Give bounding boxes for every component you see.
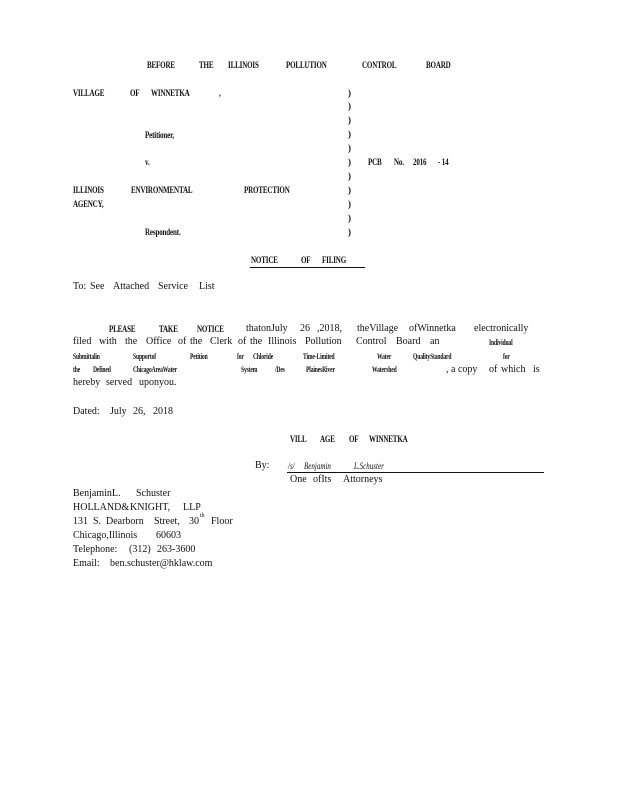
respondent-role: Respondent. bbox=[145, 227, 181, 237]
paragraph-word: for bbox=[237, 352, 244, 361]
case-word: 2016 bbox=[413, 157, 427, 167]
to-word: Attached bbox=[113, 281, 150, 292]
signed-word: Benjamin bbox=[304, 461, 331, 471]
party-word: AGE bbox=[320, 434, 335, 444]
paragraph-word: the bbox=[73, 365, 81, 374]
notice-word: OF bbox=[301, 255, 311, 265]
to-word: To: bbox=[73, 281, 87, 292]
title-word: POLLUTION bbox=[286, 60, 327, 70]
title-word: CONTROL bbox=[362, 60, 397, 70]
paragraph-word: uponyou. bbox=[139, 377, 177, 388]
paragraph-word: Supportof bbox=[133, 352, 157, 361]
paragraph-word: Pollution bbox=[305, 336, 342, 347]
by-label: By: bbox=[255, 460, 270, 471]
paragraph-word: of bbox=[238, 336, 247, 347]
paragraph-word: Office bbox=[146, 336, 172, 347]
paragraph-word: the bbox=[190, 336, 203, 347]
party-word: WINNETKA bbox=[369, 434, 408, 444]
paragraph-word: served bbox=[106, 377, 133, 388]
paragraph-word: Water bbox=[377, 352, 392, 361]
paragraph-word: Watershed bbox=[372, 365, 397, 374]
role-word: Attorneys bbox=[343, 474, 383, 485]
email-link[interactable]: ben.schuster@hklaw.com bbox=[110, 558, 213, 569]
to-word: List bbox=[199, 281, 215, 292]
contact-word: 131 bbox=[73, 516, 88, 527]
contact-word: th bbox=[200, 513, 205, 519]
contact-word: Email: bbox=[73, 558, 100, 569]
respondent-word: ENVIRONMENTAL bbox=[131, 185, 193, 195]
paragraph-word: , a copy bbox=[446, 364, 478, 375]
notice-underline bbox=[250, 267, 365, 268]
paren: ) bbox=[348, 101, 351, 111]
versus: v. bbox=[145, 157, 150, 167]
paren: ) bbox=[348, 143, 351, 153]
petitioner-role: Petitioner, bbox=[145, 130, 175, 140]
paragraph-word: of bbox=[178, 336, 187, 347]
dated-word: July bbox=[110, 406, 127, 417]
paragraph-word: Petition bbox=[190, 352, 208, 361]
contact-word: LLP bbox=[183, 502, 201, 513]
paragraph-word: filed bbox=[73, 336, 92, 347]
paragraph-word: Time-Limited bbox=[303, 352, 335, 361]
paren: ) bbox=[348, 185, 351, 195]
petitioner-word: VILLAGE bbox=[73, 88, 105, 98]
contact-word: (312) bbox=[129, 544, 151, 555]
paragraph-word: the bbox=[250, 336, 263, 347]
paragraph-word: Individual bbox=[489, 338, 513, 347]
paragraph-word: is bbox=[533, 364, 540, 375]
role-word: One bbox=[290, 474, 307, 485]
respondent-word: PROTECTION bbox=[244, 185, 290, 195]
to-word: See bbox=[90, 281, 105, 292]
notice-word: NOTICE bbox=[251, 255, 278, 265]
dated-word: 2018 bbox=[153, 406, 173, 417]
notice-word: FILING bbox=[322, 255, 347, 265]
case-word: - 14 bbox=[438, 157, 449, 167]
paragraph-word: Defined bbox=[93, 365, 111, 374]
role-word: ofIts bbox=[313, 474, 332, 485]
paragraph-word: which bbox=[501, 364, 526, 375]
paragraph-word: System bbox=[241, 365, 258, 374]
paren: ) bbox=[348, 129, 351, 139]
contact-word: KNIGHT, bbox=[130, 502, 171, 513]
paren: ) bbox=[348, 227, 351, 237]
contact-word: 263-3600 bbox=[157, 544, 196, 555]
paragraph-word: Control bbox=[356, 336, 387, 347]
contact-word: Telephone: bbox=[73, 544, 118, 555]
contact-word: Street, bbox=[154, 516, 180, 527]
paragraph-word: QualityStandard bbox=[413, 352, 452, 361]
petitioner-word: OF bbox=[130, 88, 140, 98]
contact-word: 60603 bbox=[156, 530, 181, 541]
paragraph-word: TAKE bbox=[159, 324, 178, 334]
paren: ) bbox=[348, 115, 351, 125]
petitioner-word: WINNETKA bbox=[151, 88, 190, 98]
contact-word: Dearborn bbox=[106, 516, 144, 527]
contact-word: Chicago,Illinois bbox=[73, 530, 138, 541]
title-word: ILLINOIS bbox=[228, 60, 259, 70]
paragraph-word: Illinois bbox=[268, 336, 297, 347]
contact-word: HOLLAND& bbox=[73, 502, 130, 513]
paragraph-word: Board bbox=[396, 336, 421, 347]
paragraph-word: 26 bbox=[300, 323, 310, 334]
paragraph-word: Clerk bbox=[210, 336, 233, 347]
respondent-word: AGENCY, bbox=[73, 199, 104, 209]
paragraph-word: NOTICE bbox=[197, 324, 224, 334]
paragraph-word: PLEASE bbox=[109, 324, 136, 334]
paragraph-word: Chloride bbox=[253, 352, 274, 361]
paragraph-word: theVillage bbox=[357, 323, 399, 334]
paragraph-word: ofWinnetka bbox=[409, 323, 456, 334]
title-word: BEFORE bbox=[147, 60, 175, 70]
paragraph-word: the bbox=[125, 336, 138, 347]
case-word: PCB bbox=[368, 157, 382, 167]
title-word: BOARD bbox=[426, 60, 451, 70]
paragraph-word: for bbox=[503, 352, 510, 361]
to-word: Service bbox=[158, 281, 188, 292]
contact-word: S. bbox=[93, 516, 102, 527]
title-word: THE bbox=[199, 60, 214, 70]
paren: ) bbox=[348, 157, 351, 167]
paren: ) bbox=[348, 88, 351, 98]
signed-word: L.Schuster bbox=[354, 461, 384, 471]
paragraph-word: thatonJuly bbox=[246, 323, 288, 334]
petitioner-word: , bbox=[219, 88, 221, 98]
paren: ) bbox=[348, 171, 351, 181]
party-word: OF bbox=[349, 434, 359, 444]
contact-word: Floor bbox=[211, 516, 233, 527]
paragraph-word: hereby bbox=[73, 377, 101, 388]
signature-rule bbox=[287, 472, 544, 473]
paren: ) bbox=[348, 199, 351, 209]
case-word: No. bbox=[394, 157, 404, 167]
contact-word: BenjaminL. bbox=[73, 488, 121, 499]
dated-word: Dated: bbox=[73, 406, 100, 417]
respondent-word: ILLINOIS bbox=[73, 185, 104, 195]
paragraph-word: ,2018, bbox=[317, 323, 342, 334]
contact-word: 30 bbox=[189, 516, 199, 527]
paragraph-word: with bbox=[99, 336, 117, 347]
paragraph-word: PlainesRiver bbox=[306, 365, 335, 374]
paren: ) bbox=[348, 213, 351, 223]
contact-word: Schuster bbox=[136, 488, 171, 499]
paragraph-word: /Des bbox=[275, 365, 285, 374]
paragraph-word: Submittalin bbox=[73, 352, 100, 361]
paragraph-word: of bbox=[489, 364, 498, 375]
dated-word: 26, bbox=[133, 406, 146, 417]
paragraph-word: electronically bbox=[474, 323, 529, 334]
paragraph-word: an bbox=[430, 336, 440, 347]
party-word: VILL bbox=[290, 434, 307, 444]
paragraph-word: ChicagoAreaWater bbox=[133, 365, 178, 374]
signed-word: /s/ bbox=[288, 461, 295, 471]
